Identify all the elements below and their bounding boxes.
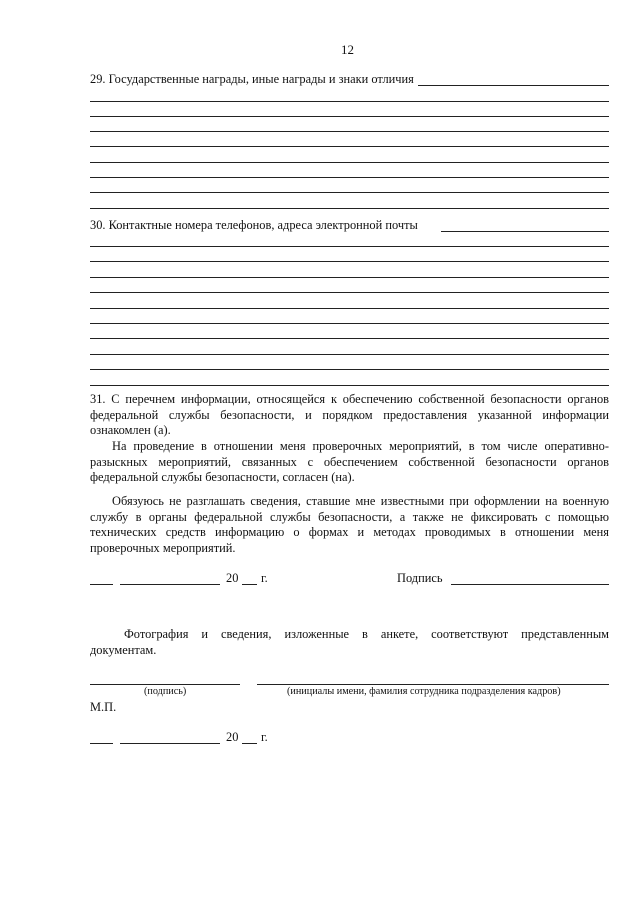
section-30-inline-line [441, 231, 609, 232]
fill-line [90, 292, 609, 293]
fill-line [90, 323, 609, 324]
fill-line [90, 369, 609, 370]
fill-line [90, 277, 609, 278]
fill-line [90, 338, 609, 339]
signature-blank [451, 584, 609, 585]
fill-line [90, 177, 609, 178]
caption-signature: (подпись) [144, 686, 187, 697]
caption-officer: (инициалы имени, фамилия сотрудника подразделения кадров) [287, 686, 561, 697]
year-suffix-2: г. [261, 730, 268, 744]
section-31-paragraph-1: 31. С перечнем информации, относящейся к обеспечению собственной безопасности органов федеральной службы безопасности, и порядком предоставления указанной информации ознакомлен (а). [90, 392, 609, 438]
fill-line [90, 131, 609, 132]
section-31-paragraph-3: Обязуюсь не разглашать сведения, ставшие мне известными при оформлении на военную службу в органы федеральной службы безопасности, а также не фиксировать с помощью технических средств информацию о формах и методах проводимых в отношении меня проверочных мероприятий. [90, 494, 609, 555]
year-prefix-2: 20 [226, 730, 239, 744]
officer-signature-line [90, 684, 240, 685]
month-blank [120, 584, 220, 585]
fill-line [90, 261, 609, 262]
section-30-label: 30. Контактные номера телефонов, адреса электронной почты [90, 218, 418, 232]
section-31-paragraph-2: На проведение в отношении меня проверочных мероприятий, в том числе оперативно-разыскных мероприятий, связанных с обеспечением собственной безопасности органов федеральной службы безопасности, согласен (на). [90, 439, 609, 485]
officer-name-line [257, 684, 609, 685]
stamp-label: М.П. [90, 700, 117, 714]
verification-text: Фотография и сведения, изложенные в анкете, соответствуют представленным документам. [90, 627, 609, 657]
year-blank [242, 584, 257, 585]
section-29-label: 29. Государственные награды, иные награды и знаки отличия [90, 72, 414, 86]
year-prefix: 20 [226, 571, 239, 585]
signature-label: Подпись [397, 571, 443, 585]
fill-line [90, 354, 609, 355]
section-29-inline-line [418, 85, 609, 86]
fill-line [90, 146, 609, 147]
fill-line [90, 162, 609, 163]
fill-line [90, 192, 609, 193]
fill-line [90, 208, 609, 209]
month-blank-2 [120, 743, 220, 744]
fill-line [90, 308, 609, 309]
page-number: 12 [341, 42, 354, 57]
year-suffix: г. [261, 571, 268, 585]
day-blank-2 [90, 743, 113, 744]
year-blank-2 [242, 743, 257, 744]
fill-line [90, 101, 609, 102]
day-blank [90, 584, 113, 585]
fill-line [90, 116, 609, 117]
fill-line [90, 246, 609, 247]
fill-line [90, 385, 609, 386]
